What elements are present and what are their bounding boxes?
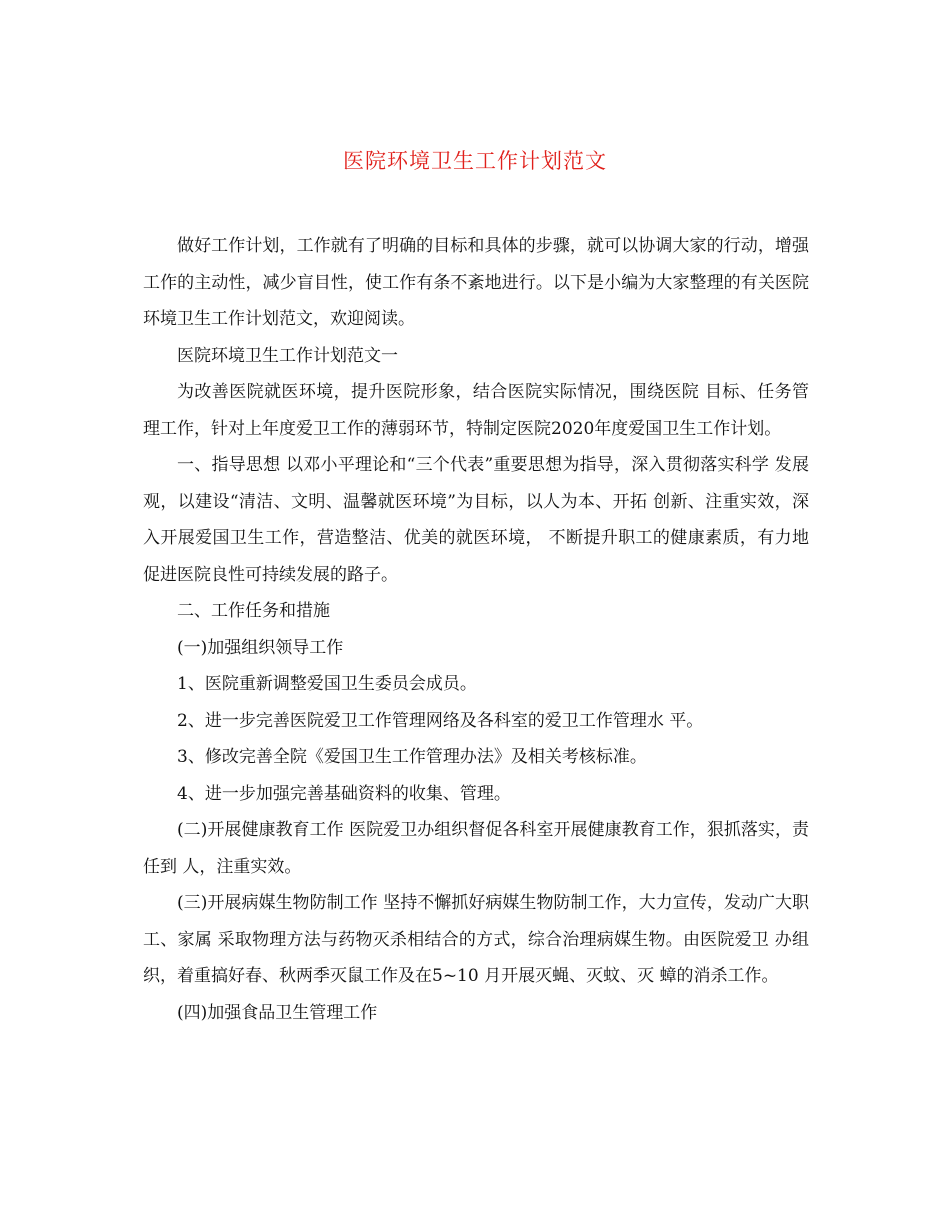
paragraph-subsection-2: (二)开展健康教育工作 医院爱卫办组织督促各科室开展健康教育工作，狠抓落实，责任到 人，注重实效。	[143, 820, 809, 877]
paragraph-subsection-4: (四)加强食品卫生管理工作	[177, 1002, 378, 1023]
document-body	[143, 228, 809, 1031]
paragraph-section-heading: 医院环境卫生工作计划范文一	[177, 345, 398, 366]
paragraph-item-2: 2、进一步完善医院爱卫工作管理网络及各科室的爱卫工作管理水 平。	[177, 710, 704, 731]
paragraph-item-3: 3、修改完善全院《爱国卫生工作管理办法》及相关考核标准。	[177, 747, 647, 767]
paragraph-subsection-1: (一)加强组织领导工作	[177, 637, 344, 658]
paragraph-item-4: 4、进一步加强完善基础资料的收集、管理。	[177, 783, 511, 804]
paragraph-tasks-heading: 二、工作任务和措施	[177, 601, 330, 621]
paragraph-intro: 做好工作计划，工作就有了明确的目标和具体的步骤，就可以协调大家的行动，增强工作的主动性，减少盲目性，使工作有条不紊地进行。以下是小编为大家整理的有关医院环境卫生工作计划范文，欢迎阅读。	[143, 236, 809, 329]
paragraph-item-1: 1、医院重新调整爱国卫生委员会成员。	[177, 674, 477, 694]
paragraph-purpose: 为改善医院就医环境，提升医院形象，结合医院实际情况，围绕医院 目标、任务管理工作，针对上年度爱卫工作的薄弱环节，特制定医院2020年度爱国卫生工作计划。	[143, 382, 809, 439]
paragraph-subsection-3: (三)开展病媒生物防制工作 坚持不懈抓好病媒生物防制工作，大力宣传，发动广大职工、家属 采取物理方法与药物灭杀相结合的方式，综合治理病媒生物。由医院爱卫 办组织，着重搞好春、秋两季灭鼠工作及在5~10 月开展灭蝇、灭蚊、灭 蟑的消杀工作。	[143, 893, 809, 986]
document-title: 医院环境卫生工作计划范文	[343, 149, 607, 173]
paragraph-guiding-ideology: 一、指导思想 以邓小平理论和“三个代表”重要思想为指导，深入贯彻落实科学 发展观，以建设“清洁、文明、温馨就医环境”为目标，以人为本、开拓 创新、注重实效，深入开展爱国卫生工作，营造整洁、优美的就医环境， 不断提升职工的健康素质，有力地促进医院良性可持续发展的路子。	[143, 455, 809, 585]
